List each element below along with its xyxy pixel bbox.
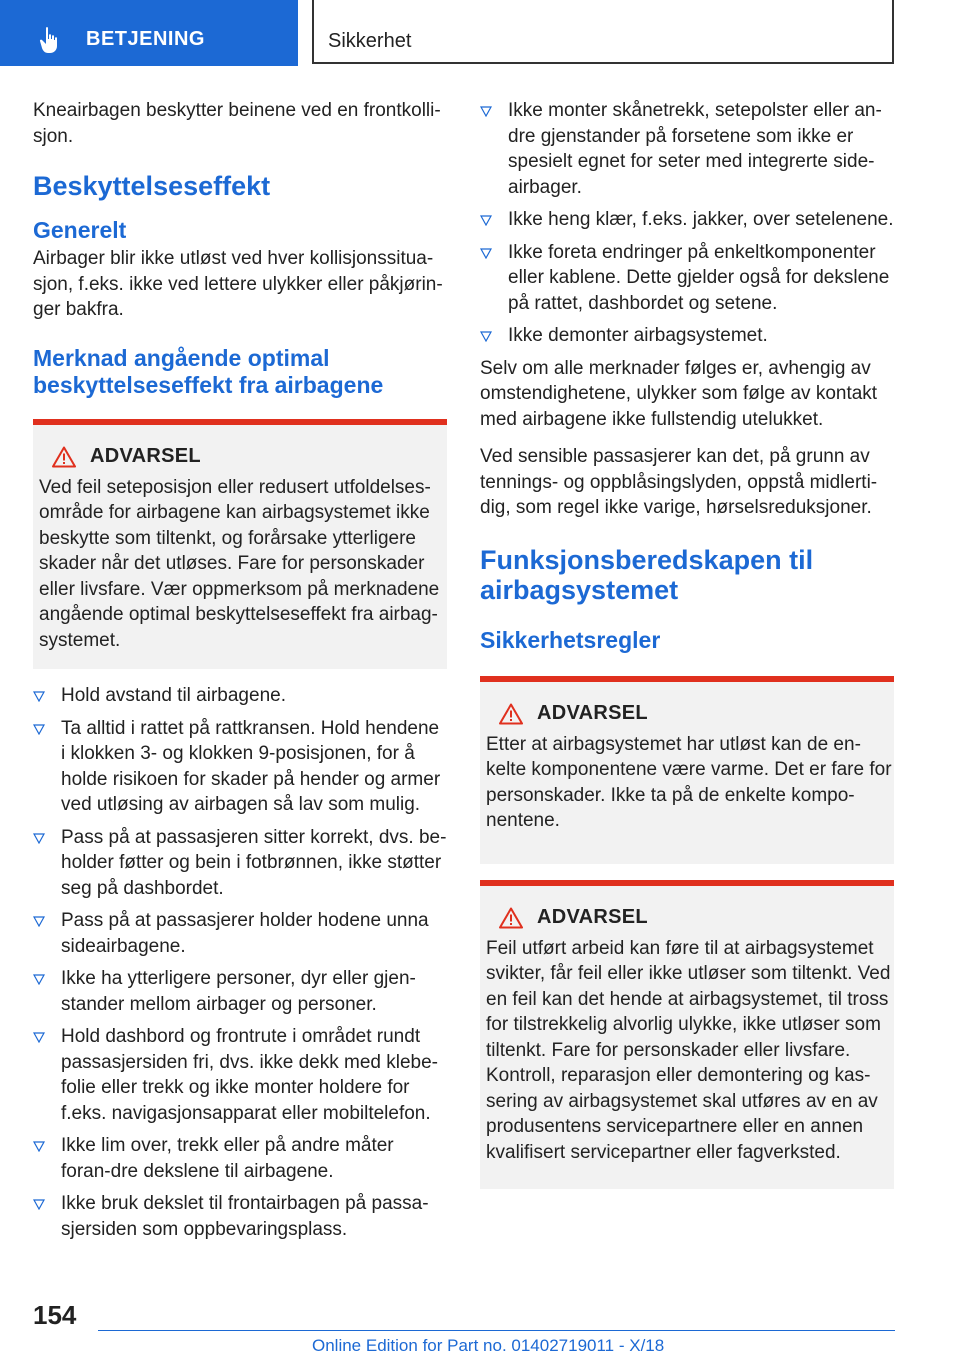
list-item: Ikke foreta endringer på enkeltkomponenter eller kablene. Dette gjelder også for dekslene på rattet, dashbordet og setene.: [480, 240, 894, 317]
warning-box: [480, 880, 894, 1190]
breadcrumb: [312, 0, 894, 64]
list-item: Hold avstand til airbagene.: [33, 683, 447, 709]
paragraph-contact: Selv om alle merknader følges er, avhengig av omstendighetene, ulykker som følge av kontakt med airbagene ikke fullstendig utelukket.: [480, 357, 878, 430]
list-item: Ikke heng klær, f.eks. jakker, over setelenene.: [480, 207, 894, 233]
warning-title: ADVARSEL: [537, 702, 648, 724]
list-item: Ikke lim over, trekk eller på andre måter foran-dre dekslene til airbagene.: [33, 1133, 447, 1184]
footer-divider: [98, 1330, 895, 1331]
list-item: Hold dashbord og frontrute i området rundt passasjersiden fri, dvs. ikke dekk med klebe-folie eller trekk og ikke monter holdere for f.eks. navigasjonsapparat eller mobiltelefon.: [33, 1024, 447, 1126]
section-tab-operating[interactable]: [0, 0, 298, 66]
page-header: [0, 0, 960, 66]
general-text: Airbager blir ikke utløst ved hver kollisjonssitua-sjon, f.eks. ikke ved lettere ulykker eller påkjørin-ger bakfra.: [33, 248, 443, 320]
bullet-triangle-icon: [33, 1141, 45, 1152]
list-item: Pass på at passasjeren sitter korrekt, dvs. be-holder føtter og bein i fotbrønnen, ikke støtter seg på dashbordet.: [33, 825, 447, 902]
section-label: BETJENING: [86, 28, 205, 50]
bullet-triangle-icon: [33, 1199, 45, 1210]
heading-safety-rules: Sikkerhetsregler: [480, 626, 661, 653]
bullet-triangle-icon: [33, 916, 45, 927]
heading-general: Generelt: [33, 217, 127, 243]
heading-readiness: Funksjonsberedskapen til airbagsystemet: [480, 544, 814, 605]
bullet-triangle-icon: [480, 106, 492, 117]
warning-text: Etter at airbagsystemet har utløst kan de en-kelte komponentene være varme. Det er fare for personskader. Ikke ta på de enkelte kompo-nentene.: [486, 733, 892, 831]
heading-protection: Beskyttelseseffekt: [33, 171, 271, 201]
bullet-triangle-icon: [33, 724, 45, 735]
list-item: Ikke bruk dekslet til frontairbagen på passa-sjersiden som oppbevaringsplass.: [33, 1191, 447, 1242]
edition-note: Online Edition for Part no. 01402719011 - X/18: [312, 1336, 665, 1355]
bullet-triangle-icon: [33, 1032, 45, 1043]
list-item: Ikke monter skånetrekk, setepolster eller an-dre gjenstander på forsetene som ikke er spesielt egnet for seter med integrerte side-airbager.: [480, 98, 894, 200]
bullet-list: [33, 683, 447, 1242]
warning-triangle-icon: [52, 446, 76, 468]
list-item: Ikke ha ytterligere personer, dyr eller gjen-stander mellom airbager og personer.: [33, 966, 447, 1017]
bullet-triangle-icon: [33, 691, 45, 702]
bullet-triangle-icon: [33, 974, 45, 985]
left-column: [33, 98, 447, 1249]
list-item: Pass på at passasjerer holder hodene unna sideairbagene.: [33, 908, 447, 959]
bullet-list: [480, 98, 894, 349]
heading-optimal-protection: Merknad angående optimal beskyttelseseffekt fra airbagene: [33, 344, 384, 398]
warning-title: ADVARSEL: [90, 445, 201, 467]
warning-triangle-icon: [499, 703, 523, 725]
warning-text: Ved feil seteposisjon eller redusert utfoldelses-område for airbagene kan airbagsystemet ikke beskytte som tiltenkt, og forårsake ytterligere skader når det utløses. Fare for personskader eller livsfare. Vær oppmerksom på merknadene angående optimal beskyttelseseffekt fra airbag-systemet.: [39, 476, 440, 651]
intro-text: Kneairbagen beskytter beinene ved en frontkolli-sjon.: [33, 100, 441, 147]
warning-title: ADVARSEL: [537, 906, 648, 928]
page-number: 154: [33, 1300, 77, 1330]
pointing-hand-icon: [38, 26, 62, 54]
warning-triangle-icon: [499, 907, 523, 929]
warning-text: Feil utført arbeid kan føre til at airbagsystemet svikter, får feil eller ikke utløser som tiltenkt. Ved en feil kan det hende at airbagsystemet, til tross for tilstrekkelig alvorlig ulykke, ikke utløser som tiltenkt. Fare for personskader eller livsfare. Kontroll, reparasjon eller demontering og kas-sering av airbagsystemet skal utføres av en av produsentens servicepartnere eller en annen kvalifisert servicepartner eller fagverksted.: [486, 937, 891, 1163]
breadcrumb-label: Sikkerhet: [328, 30, 412, 52]
bullet-triangle-icon: [480, 331, 492, 342]
warning-box: [480, 676, 894, 864]
paragraph-hearing: Ved sensible passasjerer kan det, på grunn av tennings- og oppblåsingslyden, oppstå midlerti-dig, som regel ikke varige, hørselsreduksjoner.: [480, 446, 878, 518]
list-item: Ikke demonter airbagsystemet.: [480, 323, 894, 349]
bullet-triangle-icon: [480, 248, 492, 259]
warning-box: [33, 419, 447, 670]
bullet-triangle-icon: [33, 833, 45, 844]
bullet-triangle-icon: [480, 215, 492, 226]
right-column: [480, 98, 894, 1203]
list-item: Ta alltid i rattet på rattkransen. Hold hendene i klokken 3- og klokken 9-posisjonen, for å holde risikoen for skader på hender og armer ved utløsing av airbagen så lav som mulig.: [33, 716, 447, 818]
